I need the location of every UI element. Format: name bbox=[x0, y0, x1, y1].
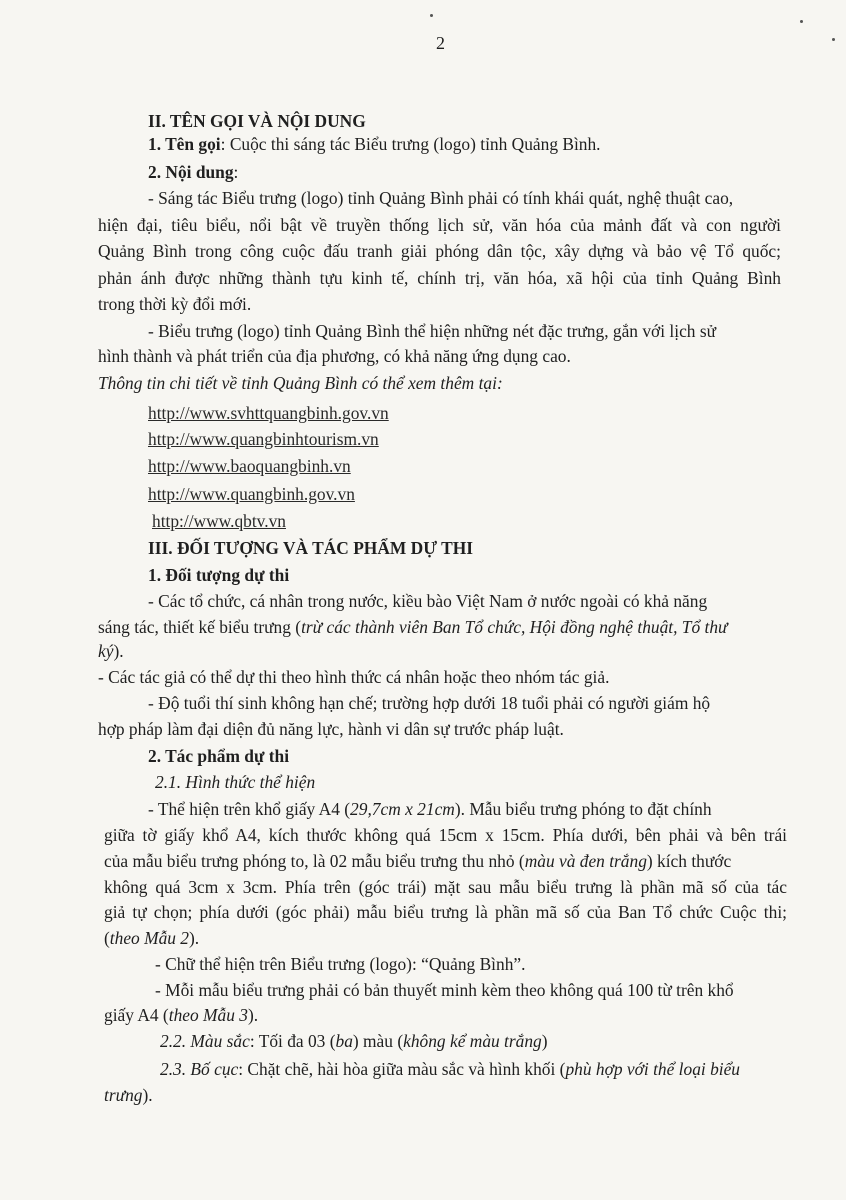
info-line: Thông tin chi tiết về tỉnh Quảng Bình có thể xem thêm tại: bbox=[98, 373, 503, 393]
paragraph-line: giấy A4 (theo Mẫu 3). bbox=[104, 1005, 259, 1025]
subsection-heading: 2. Tác phẩm dự thi bbox=[148, 746, 290, 766]
content-label: 2. Nội dung bbox=[148, 162, 234, 182]
paragraph-line: - Thể hiện trên khổ giấy A4 (29,7cm x 21cm). Mẫu biểu trưng phóng to đặt chính bbox=[148, 799, 712, 819]
subsection-heading: 2.1. Hình thức thể hiện bbox=[155, 772, 316, 792]
section-heading: II. TÊN GỌI VÀ NỘI DUNG bbox=[148, 111, 366, 131]
link-svhtt[interactable]: http://www.svhttquangbinh.gov.vn bbox=[148, 403, 389, 423]
paragraph-line: hợp pháp làm đại diện đủ năng lực, hành vi dân sự trước pháp luật. bbox=[98, 719, 564, 739]
color-line: 2.2. Màu sắc: Tối đa 03 (ba) màu (không kể màu trắng) bbox=[160, 1031, 548, 1051]
paragraph-line: - Chữ thể hiện trên Biểu trưng (logo): “Quảng Bình”. bbox=[155, 954, 526, 974]
scan-speck bbox=[800, 20, 803, 23]
paragraph-line: sáng tác, thiết kế biểu trưng (trừ các thành viên Ban Tổ chức, Hội đồng nghệ thuật, Tổ thư bbox=[98, 617, 728, 637]
scan-speck bbox=[430, 14, 433, 17]
paragraph-line: (theo Mẫu 2). bbox=[104, 928, 200, 948]
paragraph-line: - Sáng tác Biểu trưng (logo) tỉnh Quảng Bình phải có tính khái quát, nghệ thuật cao, bbox=[148, 188, 734, 208]
name-line bbox=[148, 133, 601, 155]
paragraph-line: - Biểu trưng (logo) tỉnh Quảng Bình thể hiện những nét đặc trưng, gắn với lịch sử bbox=[148, 321, 717, 341]
paragraph-line: hình thành và phát triển của địa phương, có khả năng ứng dụng cao. bbox=[98, 346, 571, 366]
content-line: 2. Nội dung: bbox=[148, 162, 239, 182]
link-tourism[interactable]: http://www.quangbinhtourism.vn bbox=[148, 429, 379, 449]
paragraph-line: - Mỗi mẫu biểu trưng phải có bản thuyết minh kèm theo không quá 100 từ trên khổ bbox=[155, 980, 734, 1000]
page-number: 2 bbox=[436, 33, 445, 53]
scan-speck bbox=[832, 38, 835, 41]
section-heading: III. ĐỐI TƯỢNG VÀ TÁC PHẨM DỰ THI bbox=[148, 538, 473, 558]
paragraph-line: giả tự chọn; phía dưới (góc phải) mẫu biểu trưng là phần mã số của Ban Tổ chức Cuộc thi; bbox=[104, 902, 787, 922]
paragraph-line: ký). bbox=[98, 641, 124, 661]
paragraph-line: của mẫu biểu trưng phóng to, là 02 mẫu biểu trưng thu nhỏ (màu và đen trắng) kích thước bbox=[104, 851, 732, 871]
paragraph-line: trưng). bbox=[104, 1085, 153, 1105]
paragraph-line: trong thời kỳ đổi mới. bbox=[98, 294, 252, 314]
layout-line: 2.3. Bố cục: Chặt chẽ, hài hòa giữa màu sắc và hình khối (phù hợp với thể loại biểu bbox=[160, 1059, 741, 1079]
name-label: 1. Tên gọi bbox=[148, 134, 221, 154]
paragraph-line: - Các tác giả có thể dự thi theo hình thức cá nhân hoặc theo nhóm tác giả. bbox=[98, 667, 610, 687]
paragraph-line: không quá 3cm x 3cm. Phía trên (góc trái) mặt sau mẫu biểu trưng là phần mã số của tác bbox=[104, 877, 787, 897]
name-text: : Cuộc thi sáng tác Biểu trưng (logo) tỉnh Quảng Bình. bbox=[220, 134, 601, 154]
paragraph-line: phản ánh được những thành tựu kinh tế, chính trị, văn hóa, xã hội của tỉnh Quảng Bình bbox=[98, 268, 781, 288]
paragraph-line: giữa tờ giấy khổ A4, kích thước không quá 15cm x 15cm. Phía dưới, bên phải và bên trái bbox=[104, 825, 787, 845]
paragraph-line: Quảng Bình trong công cuộc đấu tranh giải phóng dân tộc, xây dựng và bảo vệ Tổ quốc; bbox=[98, 241, 781, 261]
layout-label: 2.3. Bố cục bbox=[160, 1059, 239, 1079]
link-qbtv[interactable]: http://www.qbtv.vn bbox=[152, 511, 286, 531]
paragraph-line: - Độ tuổi thí sinh không hạn chế; trường hợp dưới 18 tuổi phải có người giám hộ bbox=[148, 693, 711, 713]
link-baoquangbinh[interactable]: http://www.baoquangbinh.vn bbox=[148, 456, 351, 476]
paragraph-line: - Các tổ chức, cá nhân trong nước, kiều bào Việt Nam ở nước ngoài có khả năng bbox=[148, 591, 708, 611]
paragraph-line: hiện đại, tiêu biểu, nổi bật về truyền thống lịch sử, văn hóa của mảnh đất và con người bbox=[98, 215, 781, 235]
link-quangbinh-gov[interactable]: http://www.quangbinh.gov.vn bbox=[148, 484, 355, 504]
subsection-heading: 1. Đối tượng dự thi bbox=[148, 565, 290, 585]
color-label: 2.2. Màu sắc bbox=[160, 1031, 250, 1051]
